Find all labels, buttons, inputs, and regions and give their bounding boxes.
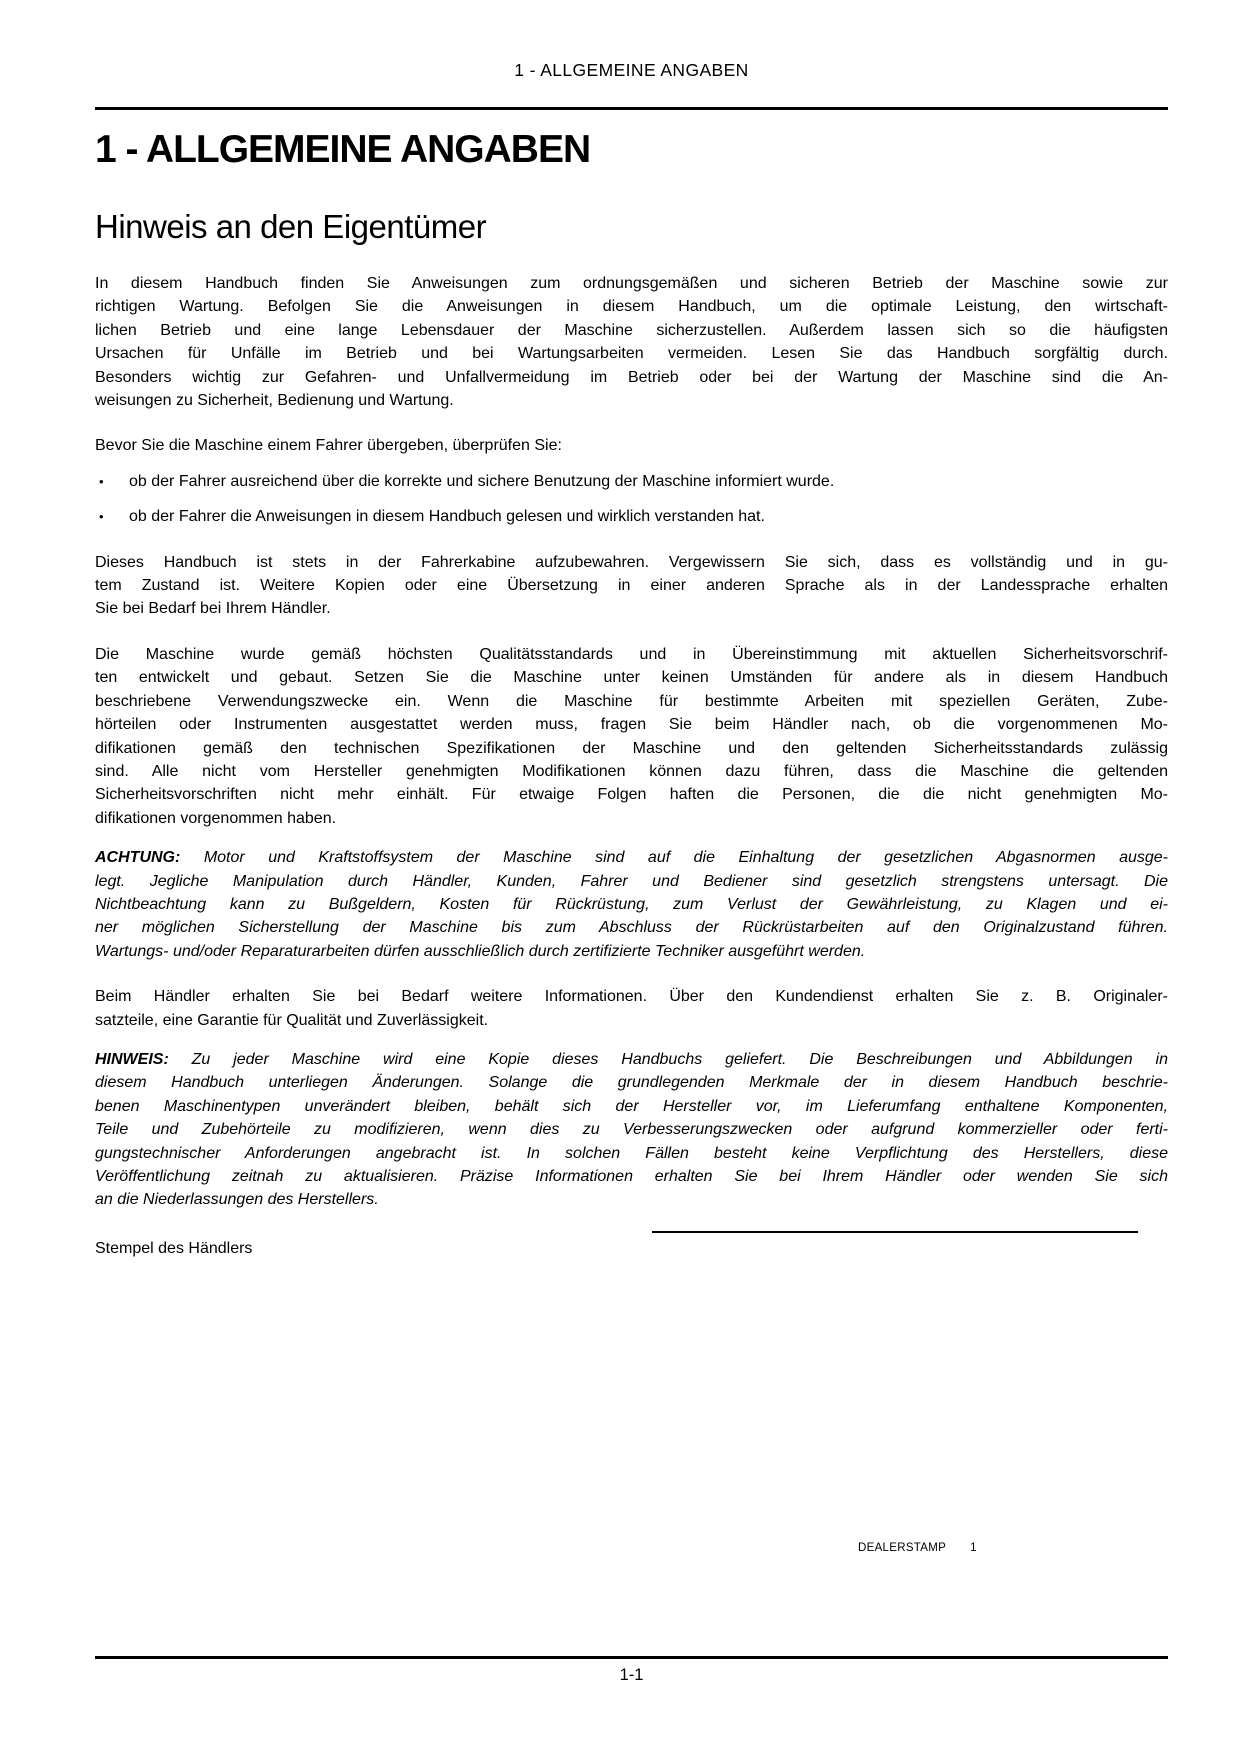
paragraph-line: Dieses Handbuch ist stets in der Fahrerkabine aufzubewahren. Vergewissern Sie sich, dass es vollständig und in gu-: [95, 553, 1168, 571]
paragraph: [95, 434, 1168, 457]
paragraph-line: Besonders wichtig zur Gefahren- und Unfallvermeidung im Betrieb oder bei der Wartung der Maschine sind die An-: [95, 368, 1168, 386]
paragraph-line: ACHTUNG: Motor und Kraftstoffsystem der Maschine sind auf die Einhaltung der gesetzlichen Abgasnormen ausge-: [95, 849, 1169, 867]
paragraph-line: sind. Alle nicht vom Hersteller genehmigten Modifikationen können dazu führen, dass die Maschine die geltenden: [95, 762, 1168, 780]
notice-label: HINWEIS:: [95, 1050, 192, 1068]
paragraph-line: difikationen gemäß den technischen Spezifikationen der Maschine und den geltenden Sicherheitsstandards zulässig: [95, 739, 1168, 757]
dealer-stamp-text: DEALERSTAMP: [858, 1542, 947, 1554]
paragraph-line: In diesem Handbuch finden Sie Anweisungen zum ordnungsgemäßen und sicheren Betrieb der Maschine sowie zur: [95, 275, 1168, 292]
paragraph: [95, 985, 1168, 1032]
paragraph-line: legt. Jegliche Manipulation durch Händler, Kunden, Fahrer und Bediener sind gesetzlich strengstens untersagt. Die: [95, 872, 1168, 890]
paragraph-line: Nichtbeachtung kann zu Bußgeldern, Kosten für Rückrüstung, zum Verlust der Gewährleistung, zu Klagen und ei-: [95, 895, 1168, 913]
paragraph-line: difikationen vorgenommen haben.: [95, 809, 337, 827]
paragraph-line: benen Maschinentypen unverändert bleiben, behält sich der Hersteller vor, im Lieferumfang enthaltene Komponenten,: [95, 1097, 1168, 1115]
paragraph-line: an die Niederlassungen des Herstellers.: [95, 1191, 379, 1209]
bullet-item: [95, 505, 1168, 528]
bullet-item: [95, 470, 1168, 493]
paragraph-line: tem Zustand ist. Weitere Kopien oder eine Übersetzung in einer anderen Sprache als in der Landessprache erhalten: [95, 577, 1168, 595]
paragraph-line: Beim Händler erhalten Sie bei Bedarf weitere Informationen. Über den Kundendienst erhalten Sie z. B. Originaler-: [95, 988, 1168, 1006]
paragraph-line: ner möglichen Sicherstellung der Maschine bis zum Abschluss der Rückrüstarbeiten auf den Originalzustand führen.: [95, 919, 1168, 937]
paragraph-line: richtigen Wartung. Befolgen Sie die Anweisungen in diesem Handbuch, um die optimale Leistung, den wirtschaft-: [95, 298, 1168, 316]
paragraph-line: Sie bei Bedarf bei Ihrem Händler.: [95, 600, 331, 618]
paragraph-line: Sicherheitsvorschriften nicht mehr einhält. Für etwaige Folgen haften die Personen, die die nicht genehmigten Mo-: [95, 786, 1168, 804]
paragraph-line: satzteile, eine Garantie für Qualität und Zuverlässigkeit.: [95, 1011, 489, 1029]
running-header: 1 - ALLGEMEINE ANGABEN: [514, 60, 749, 80]
paragraph-line: Ursachen für Unfälle im Betrieb und bei Wartungsarbeiten vermeiden. Lesen Sie das Handbuch sorgfältig durch.: [95, 345, 1168, 363]
notice-paragraph: [95, 846, 1168, 963]
dealer-stamp-placeholder: [858, 1542, 977, 1554]
footer-page-number: 1-1: [619, 1666, 644, 1684]
paragraph-line: lichen Betrieb und eine lange Lebensdauer der Maschine sicherzustellen. Außerdem lassen sich so die häufigsten: [95, 321, 1168, 339]
paragraph-line: diesem Handbuch unterliegen Änderungen. Solange die grundlegenden Merkmale der in diesem Handbuch beschrie-: [95, 1074, 1168, 1092]
page-title: 1 - ALLGEMEINE ANGABEN: [95, 128, 591, 171]
paragraph-line: ten entwickelt und gebaut. Setzen Sie die Maschine unter keinen Umständen für andere als in diesem Handbuch: [95, 669, 1168, 687]
paragraph-line: Veröffentlichung zeitnah zu aktualisieren. Präzise Informationen erhalten Sie bei Ihrem Händler oder wenden Sie sich: [95, 1168, 1168, 1185]
notice-paragraph: [95, 1048, 1168, 1212]
footer-rule: [95, 1656, 1168, 1659]
bullet-icon: •: [99, 509, 104, 525]
bullet-text: ob der Fahrer ausreichend über die korrekte und sichere Benutzung der Maschine informiert wurde.: [129, 472, 835, 490]
paragraph-line: Teile und Zubehörteile zu modifizieren, wenn dies zu Verbesserungszwecken oder aufgrund kommerzieller oder ferti-: [95, 1121, 1168, 1139]
header-rule: [95, 107, 1168, 110]
paragraph-line: hörteilen oder Instrumenten ausgestattet werden muss, fragen Sie beim Händler nach, ob die vorgenommenen Mo-: [95, 716, 1168, 734]
bullet-icon: •: [99, 473, 104, 489]
paragraph-line: gungstechnischer Anforderungen angebracht ist. In solchen Fällen besteht keine Verpflichtung des Herstellers, diese: [95, 1144, 1168, 1162]
paragraph-line: beschriebene Verwendungszwecke ein. Wenn die Maschine für bestimmte Arbeiten mit speziellen Geräten, Zube-: [95, 692, 1168, 710]
bullet-text: ob der Fahrer die Anweisungen in diesem Handbuch gelesen und wirklich verstanden hat.: [129, 508, 765, 526]
paragraph: [95, 551, 1168, 621]
notice-label: ACHTUNG:: [95, 849, 204, 867]
paragraph-line: HINWEIS: Zu jeder Maschine wird eine Kopie dieses Handbuchs geliefert. Die Beschreibungen und Abbildungen in: [95, 1050, 1168, 1068]
section-heading: Hinweis an den Eigentümer: [95, 208, 487, 245]
paragraph: [95, 272, 1168, 412]
dealer-stamp-number: 1: [970, 1542, 977, 1554]
dealer-stamp-label: Stempel des Händlers: [95, 1239, 253, 1257]
signature-line: [652, 1231, 1138, 1233]
body-content: [95, 272, 1168, 1260]
paragraph-line: Bevor Sie die Maschine einem Fahrer übergeben, überprüfen Sie:: [95, 437, 562, 455]
paragraph-line: weisungen zu Sicherheit, Bedienung und Wartung.: [95, 392, 454, 410]
dealer-stamp-row: [95, 1230, 1168, 1260]
paragraph: [95, 643, 1168, 830]
paragraph-line: Wartungs- und/oder Reparaturarbeiten dürfen ausschließlich durch zertifizierte Techniker ausgeführt werden.: [95, 942, 866, 960]
paragraph-line: Die Maschine wurde gemäß höchsten Qualitätsstandards und in Übereinstimmung mit aktuellen Sicherheitsvorschrif-: [95, 645, 1168, 663]
